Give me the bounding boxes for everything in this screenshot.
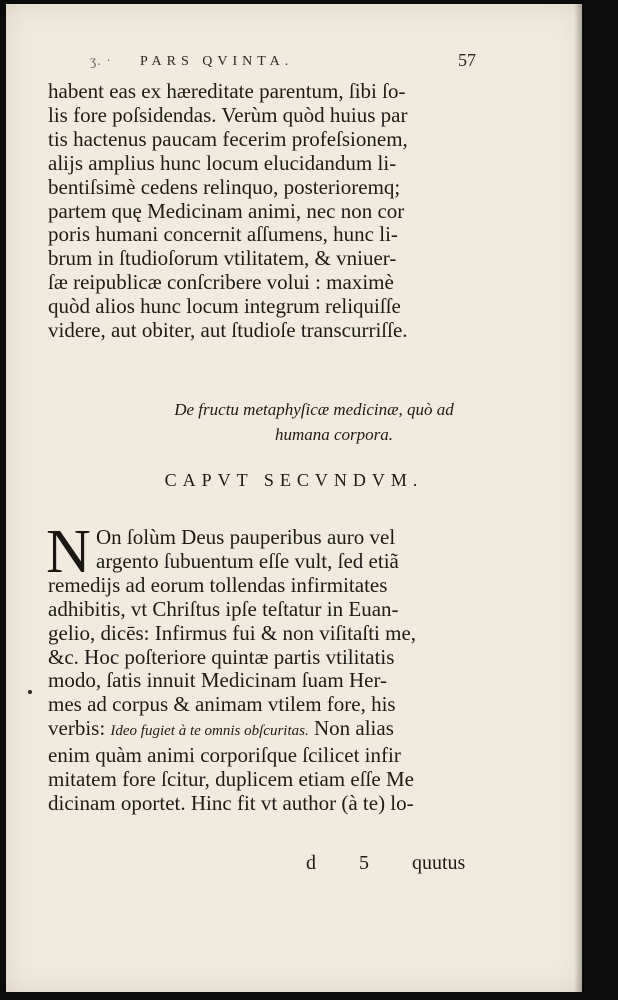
text-line: mes ad corpus & animam vtilem fore, his [48,692,396,717]
text-line: ſæ reipublicæ conſcribere volui : maximè [48,270,394,295]
text-line: gelio, dicēs: Infirmus fui & non viſitaſti me, [48,620,417,645]
top-paragraph [48,80,468,343]
margin-mark [28,690,32,694]
text-line: brum in ſtudioſorum vtilitatem, & vniuer- [48,246,397,271]
text-fragment: Non alias [313,716,394,741]
text-fragment: verbis: [48,716,106,741]
book-page [6,4,582,992]
text-line: mitatem fore ſcitur, duplicem etiam eſſe Me [48,767,414,792]
text-line-with-quote [48,717,468,744]
body-paragraph [46,518,468,816]
text-line: videre, aut obiter, aut ſtudioſe transcurriſſe. [48,318,408,343]
signature-mark: d [306,852,316,874]
text-line: bentiſsimè cedens relinquo, posterioremq; [48,174,401,199]
hermes-quote: Ideo fugiet à te omnis obſcuritas. [110,723,309,740]
chapter-heading: CAPVT SECVNDVM. [164,470,424,490]
text-line: On ſolùm Deus pauperibus auro vel [96,525,396,549]
text-line: tis hactenus paucam fecerim profeſsionem, [48,126,408,151]
text-line: dicinam oportet. Hinc fit vt author (à te) lo- [48,790,414,815]
text-line: modo, ſatis innuit Medicinam ſuam Her- [48,668,388,693]
text-line: partem quę Medicinam animi, nec non cor [48,198,405,223]
signature-number: 5 [359,852,369,874]
page-number: 57 [458,50,476,70]
text-line: poris humani concernit aſſumens, hunc li- [48,222,398,247]
catchline [306,852,465,875]
section-title-line-2: humana corpora. [274,425,394,444]
text-line: &c. Hoc poſteriore quintæ partis vtilitatis [48,644,395,669]
text-line: alijs amplius hunc locum elucidandum li- [48,150,397,175]
text-line: enim quàm animi corporiſque ſcilicet infir [48,743,401,768]
running-head-title: PARS QVINTA. [140,54,294,69]
running-head-mark: ʒ. · [90,54,112,69]
running-head [90,50,476,70]
drop-cap: N [46,518,91,586]
section-title-line-1: De fructu metaphyſicæ medicinæ, quò ad [174,400,454,419]
text-line: lis fore poſsidendas. Verùm quòd huius par [48,102,408,127]
text-line: quòd alios hunc locum integrum reliquiſſe [48,294,401,319]
text-line: remedijs ad eorum tollendas infirmitates [48,572,388,597]
text-line: adhibitis, vt Chriſtus ipſe teſtatur in Euan- [48,596,399,621]
catchword: quutus [412,852,466,874]
text-line: argento ſubuentum eſſe vult, ſed etiã [96,548,399,573]
text-line: habent eas ex hæreditate parentum, ſibi ſo- [48,79,406,103]
page-edge-shadow [574,4,582,992]
